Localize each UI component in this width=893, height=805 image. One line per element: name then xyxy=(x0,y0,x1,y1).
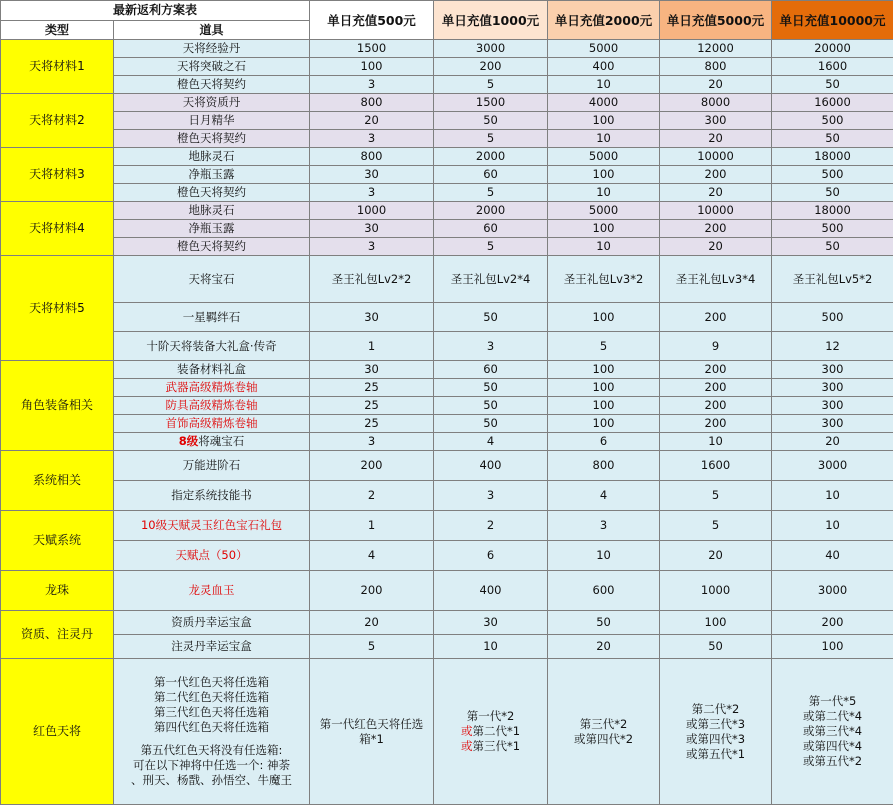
reward-value: 圣王礼包Lv5*2 xyxy=(772,256,893,303)
reward-value: 400 xyxy=(434,571,548,611)
reward-10000 xyxy=(772,659,893,805)
reward-value: 3000 xyxy=(772,451,893,481)
tier-header-10000: 单日充值10000元 xyxy=(772,1,893,40)
reward-value: 1600 xyxy=(660,451,772,481)
reward-value: 25 xyxy=(310,397,434,415)
note-line: 、刑天、杨戬、孙悟空、牛魔王 xyxy=(131,773,292,787)
reward-1000 xyxy=(434,659,548,805)
reward-value: 100 xyxy=(548,166,660,184)
reward-value: 20 xyxy=(660,130,772,148)
reward-value: 300 xyxy=(772,397,893,415)
reward-value: 20 xyxy=(310,611,434,635)
reward-value: 3 xyxy=(548,511,660,541)
reward-value: 50 xyxy=(434,303,548,332)
reward-value: 2 xyxy=(310,481,434,511)
reward-value: 25 xyxy=(310,379,434,397)
reward-value: 10000 xyxy=(660,148,772,166)
section-type: 天将材料1 xyxy=(1,40,114,94)
or-word: 或 xyxy=(460,739,473,753)
tier-header-5000: 单日充值5000元 xyxy=(660,1,772,40)
item-line: 第二代红色天将任选箱 xyxy=(154,690,269,704)
reward-value: 10 xyxy=(772,511,893,541)
reward-value: 10000 xyxy=(660,202,772,220)
reward-value: 100 xyxy=(310,58,434,76)
reward-value: 5 xyxy=(548,332,660,361)
reward-value: 12 xyxy=(772,332,893,361)
item-name: 地脉灵石 xyxy=(114,148,310,166)
reward-value: 30 xyxy=(310,361,434,379)
reward-line: 或第四代*2 xyxy=(573,731,634,746)
item-line: 第一代红色天将任选箱 xyxy=(154,675,269,689)
reward-value: 400 xyxy=(548,58,660,76)
reward-value: 50 xyxy=(548,611,660,635)
reward-value: 100 xyxy=(660,611,772,635)
reward-line xyxy=(434,709,547,724)
item-prefix: 8级 xyxy=(178,434,199,448)
section-type: 系统相关 xyxy=(1,451,114,511)
reward-value: 圣王礼包Lv3*2 xyxy=(548,256,660,303)
reward-value: 40 xyxy=(772,541,893,571)
reward-value: 10 xyxy=(548,76,660,94)
reward-value: 4000 xyxy=(548,94,660,112)
reward-value: 4 xyxy=(310,541,434,571)
section-type: 天将材料2 xyxy=(1,94,114,148)
reward-value: 10 xyxy=(548,130,660,148)
reward-line xyxy=(434,724,547,739)
reward-value: 5 xyxy=(310,635,434,659)
item-name: 首饰高级精炼卷轴 xyxy=(114,415,310,433)
item-name: 万能进阶石 xyxy=(114,451,310,481)
reward-value: 3 xyxy=(310,433,434,451)
item-name: 装备材料礼盒 xyxy=(114,361,310,379)
reward-500 xyxy=(310,659,434,805)
reward-value: 60 xyxy=(434,166,548,184)
reward-value: 1000 xyxy=(660,571,772,611)
section-type: 角色装备相关 xyxy=(1,361,114,451)
reward-value: 1500 xyxy=(434,94,548,112)
item-label: 将魂宝石 xyxy=(198,434,245,448)
reward-value: 1500 xyxy=(310,40,434,58)
reward-value: 3 xyxy=(310,184,434,202)
reward-line: 或第四代*4 xyxy=(802,739,863,753)
reward-value: 30 xyxy=(434,611,548,635)
reward-line: 或第三代*3 xyxy=(685,716,746,731)
reward-value: 5 xyxy=(434,130,548,148)
item-name: 武器高级精炼卷轴 xyxy=(114,379,310,397)
item-name: 一星羁绊石 xyxy=(114,303,310,332)
reward-value: 20 xyxy=(310,112,434,130)
col-header-type: 类型 xyxy=(1,21,114,40)
reward-value: 20 xyxy=(660,238,772,256)
reward-value: 圣王礼包Lv3*4 xyxy=(660,256,772,303)
item-name: 橙色天将契约 xyxy=(114,184,310,202)
tier-header-2000: 单日充值2000元 xyxy=(548,1,660,40)
table-title: 最新返利方案表 xyxy=(1,1,310,21)
reward-value: 3 xyxy=(434,481,548,511)
reward-2000 xyxy=(548,659,660,805)
reward-value: 4 xyxy=(548,481,660,511)
reward-line: 第三代*2 xyxy=(579,716,628,731)
reward-value: 200 xyxy=(660,379,772,397)
section-type: 天将材料3 xyxy=(1,148,114,202)
reward-value: 500 xyxy=(772,166,893,184)
reward-text: 第二代*1 xyxy=(472,724,521,738)
reward-value: 3000 xyxy=(772,571,893,611)
reward-value: 2000 xyxy=(434,202,548,220)
reward-value: 50 xyxy=(772,130,893,148)
section-type: 红色天将 xyxy=(1,659,114,805)
reward-value: 5 xyxy=(660,511,772,541)
reward-value: 400 xyxy=(434,451,548,481)
reward-value: 300 xyxy=(772,415,893,433)
reward-value: 10 xyxy=(548,238,660,256)
reward-line: 第一代红色天将任选 xyxy=(319,716,424,731)
reward-value: 100 xyxy=(548,220,660,238)
reward-value: 600 xyxy=(548,571,660,611)
reward-value: 18000 xyxy=(772,202,893,220)
reward-line: 或第三代*4 xyxy=(802,724,863,738)
reward-value: 2 xyxy=(434,511,548,541)
item-line: 第四代红色天将任选箱 xyxy=(154,720,269,734)
reward-value: 5 xyxy=(434,238,548,256)
reward-line: 第二代*2 xyxy=(691,701,740,716)
reward-value: 10 xyxy=(660,433,772,451)
reward-text: 第一代*2 xyxy=(466,709,515,723)
reward-value: 10 xyxy=(548,184,660,202)
item-name: 净瓶玉露 xyxy=(114,166,310,184)
section-type: 龙珠 xyxy=(1,571,114,611)
reward-value: 30 xyxy=(310,220,434,238)
reward-value: 2000 xyxy=(434,148,548,166)
reward-value: 200 xyxy=(660,220,772,238)
reward-value: 100 xyxy=(772,635,893,659)
reward-value: 100 xyxy=(548,303,660,332)
item-name: 注灵丹幸运宝盒 xyxy=(114,635,310,659)
item-name: 龙灵血玉 xyxy=(114,571,310,611)
reward-value: 3000 xyxy=(434,40,548,58)
reward-value: 20 xyxy=(772,433,893,451)
reward-line: 或第二代*4 xyxy=(802,709,863,723)
item-name: 指定系统技能书 xyxy=(114,481,310,511)
reward-value: 50 xyxy=(434,397,548,415)
reward-value: 100 xyxy=(548,415,660,433)
item-name: 地脉灵石 xyxy=(114,202,310,220)
reward-value: 5000 xyxy=(548,40,660,58)
item-name: 橙色天将契约 xyxy=(114,76,310,94)
reward-line: 或第四代*3 xyxy=(685,731,746,746)
reward-value: 500 xyxy=(772,303,893,332)
reward-value: 20000 xyxy=(772,40,893,58)
item-name: 净瓶玉露 xyxy=(114,220,310,238)
reward-value: 100 xyxy=(548,361,660,379)
reward-value: 200 xyxy=(660,415,772,433)
reward-value: 20 xyxy=(660,76,772,94)
item-name: 天赋点（50） xyxy=(114,541,310,571)
note-line: 第五代红色天将没有任选箱: xyxy=(140,743,283,757)
reward-value: 5 xyxy=(660,481,772,511)
reward-value: 20 xyxy=(660,184,772,202)
reward-value: 5 xyxy=(434,76,548,94)
reward-value: 5 xyxy=(434,184,548,202)
section-type: 天赋系统 xyxy=(1,511,114,571)
reward-value: 200 xyxy=(660,361,772,379)
reward-value: 圣王礼包Lv2*2 xyxy=(310,256,434,303)
col-header-item: 道具 xyxy=(114,21,310,40)
reward-value: 10 xyxy=(772,481,893,511)
reward-value: 16000 xyxy=(772,94,893,112)
reward-value: 3 xyxy=(310,130,434,148)
reward-line: 箱*1 xyxy=(359,731,384,746)
item-name: 资质丹幸运宝盒 xyxy=(114,611,310,635)
reward-value: 8000 xyxy=(660,94,772,112)
reward-value: 30 xyxy=(310,303,434,332)
reward-value: 20 xyxy=(548,635,660,659)
item-name xyxy=(114,433,310,451)
reward-5000 xyxy=(660,659,772,805)
reward-value: 4 xyxy=(434,433,548,451)
spacer xyxy=(114,735,309,743)
reward-value: 200 xyxy=(310,571,434,611)
reward-value: 25 xyxy=(310,415,434,433)
reward-value: 5000 xyxy=(548,148,660,166)
reward-value: 圣王礼包Lv2*4 xyxy=(434,256,548,303)
reward-line: 第一代*5 xyxy=(808,694,857,708)
section-type: 资质、注灵丹 xyxy=(1,611,114,659)
reward-value: 200 xyxy=(660,303,772,332)
reward-value: 6 xyxy=(548,433,660,451)
note-line: 可在以下神将中任选一个: 神荼 xyxy=(132,758,291,772)
reward-value: 800 xyxy=(310,94,434,112)
reward-value: 50 xyxy=(660,635,772,659)
reward-value: 800 xyxy=(548,451,660,481)
reward-value: 1 xyxy=(310,332,434,361)
reward-value: 50 xyxy=(772,184,893,202)
reward-value: 100 xyxy=(548,379,660,397)
reward-value: 18000 xyxy=(772,148,893,166)
reward-value: 300 xyxy=(772,361,893,379)
tier-header-1000: 单日充值1000元 xyxy=(434,1,548,40)
reward-value: 500 xyxy=(772,220,893,238)
reward-value: 50 xyxy=(434,112,548,130)
section-type: 天将材料4 xyxy=(1,202,114,256)
reward-value: 12000 xyxy=(660,40,772,58)
reward-value: 50 xyxy=(772,238,893,256)
item-name: 十阶天将装备大礼盒·传奇 xyxy=(114,332,310,361)
reward-line: 或第五代*1 xyxy=(685,746,746,761)
reward-value: 800 xyxy=(310,148,434,166)
reward-value: 50 xyxy=(434,379,548,397)
item-name: 防具高级精炼卷轴 xyxy=(114,397,310,415)
reward-value: 1600 xyxy=(772,58,893,76)
reward-value: 200 xyxy=(310,451,434,481)
reward-text: 第三代*1 xyxy=(472,739,521,753)
reward-value: 1 xyxy=(310,511,434,541)
reward-value: 60 xyxy=(434,361,548,379)
reward-value: 100 xyxy=(548,112,660,130)
item-name: 橙色天将契约 xyxy=(114,238,310,256)
item-name: 天将经验丹 xyxy=(114,40,310,58)
reward-value: 9 xyxy=(660,332,772,361)
reward-line xyxy=(434,739,547,754)
or-word: 或 xyxy=(460,724,473,738)
item-name: 天将突破之石 xyxy=(114,58,310,76)
section-type: 天将材料5 xyxy=(1,256,114,361)
item-line: 第三代红色天将任选箱 xyxy=(154,705,269,719)
item-name: 10级天赋灵玉红色宝石礼包 xyxy=(114,511,310,541)
item-name: 橙色天将契约 xyxy=(114,130,310,148)
reward-value: 3 xyxy=(310,76,434,94)
reward-value: 10 xyxy=(434,635,548,659)
reward-value: 200 xyxy=(660,166,772,184)
item-name: 天将资质丹 xyxy=(114,94,310,112)
reward-value: 800 xyxy=(660,58,772,76)
reward-value: 30 xyxy=(310,166,434,184)
reward-value: 60 xyxy=(434,220,548,238)
reward-value: 50 xyxy=(772,76,893,94)
item-name: 天将宝石 xyxy=(114,256,310,303)
reward-value: 10 xyxy=(548,541,660,571)
tier-header-500: 单日充值500元 xyxy=(310,1,434,40)
reward-value: 5000 xyxy=(548,202,660,220)
reward-value: 300 xyxy=(660,112,772,130)
reward-value: 200 xyxy=(434,58,548,76)
reward-value: 200 xyxy=(772,611,893,635)
reward-value: 100 xyxy=(548,397,660,415)
reward-value: 3 xyxy=(310,238,434,256)
reward-value: 1000 xyxy=(310,202,434,220)
item-name xyxy=(114,659,310,805)
reward-value: 6 xyxy=(434,541,548,571)
reward-line: 或第五代*2 xyxy=(802,754,863,768)
reward-value: 300 xyxy=(772,379,893,397)
item-name: 日月精华 xyxy=(114,112,310,130)
reward-value: 200 xyxy=(660,397,772,415)
reward-value: 50 xyxy=(434,415,548,433)
reward-value: 500 xyxy=(772,112,893,130)
reward-value: 3 xyxy=(434,332,548,361)
reward-value: 20 xyxy=(660,541,772,571)
